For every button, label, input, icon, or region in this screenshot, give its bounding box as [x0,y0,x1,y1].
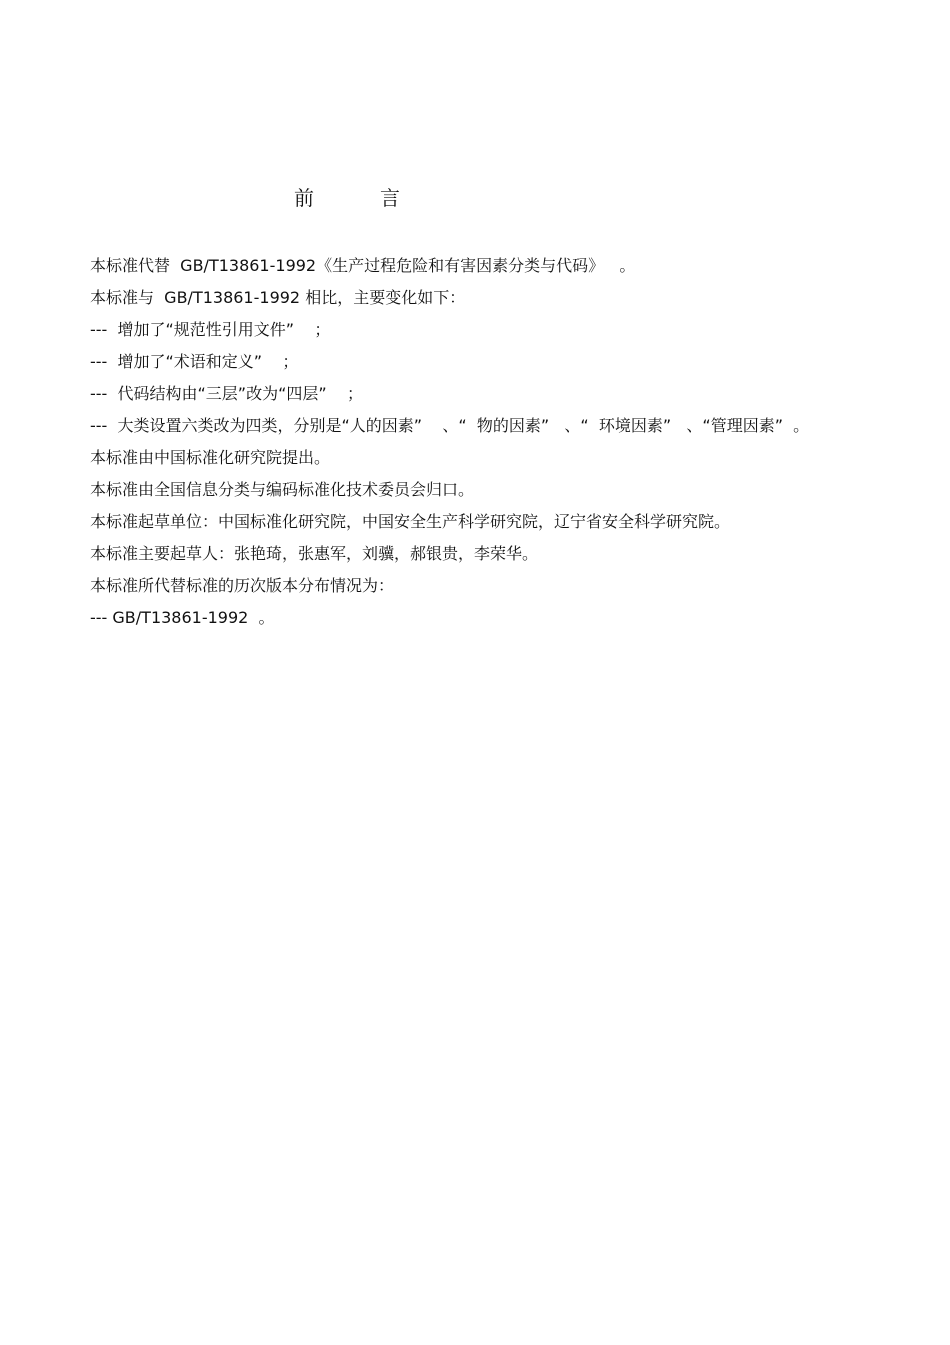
history-item-1: --- GB/T13861-1992 。 [90,608,275,627]
paragraph-proposer: 本标准由中国标准化研究院提出。 [90,448,331,467]
title-char-1: 前 [294,186,314,210]
paragraph-history-intro: 本标准所代替标准的历次版本分布情况为： [90,576,395,595]
paragraph-committee: 本标准由全国信息分类与编码标准化技术委员会归口。 [90,480,475,499]
change-item-2: --- 增加了“术语和定义” ； [90,352,299,371]
paragraph-drafting-units: 本标准起草单位：中国标准化研究院，中国安全生产科学研究院，辽宁省安全科学研究院。 [90,512,731,531]
paragraph-replacement: 本标准代替 GB/T13861-1992《生产过程危险和有害因素分类与代码》 。 [90,256,636,275]
change-item-1: --- 增加了“规范性引用文件” ； [90,320,331,339]
paragraph-drafters: 本标准主要起草人：张艳琦，张惠军，刘骥，郝银贵，李荣华。 [90,544,539,563]
change-item-4: --- 大类设置六类改为四类，分别是“人的因素” 、“ 物的因素” 、“ 环境因素” 、“管理因素” 。 [90,416,810,435]
title-char-2: 言 [380,186,400,210]
change-item-3: --- 代码结构由“三层”改为“四层” ； [90,384,363,403]
page-title [0,184,950,214]
preface-body [90,250,865,634]
paragraph-changes-intro: 本标准与 GB/T13861-1992 相比，主要变化如下： [90,288,466,307]
